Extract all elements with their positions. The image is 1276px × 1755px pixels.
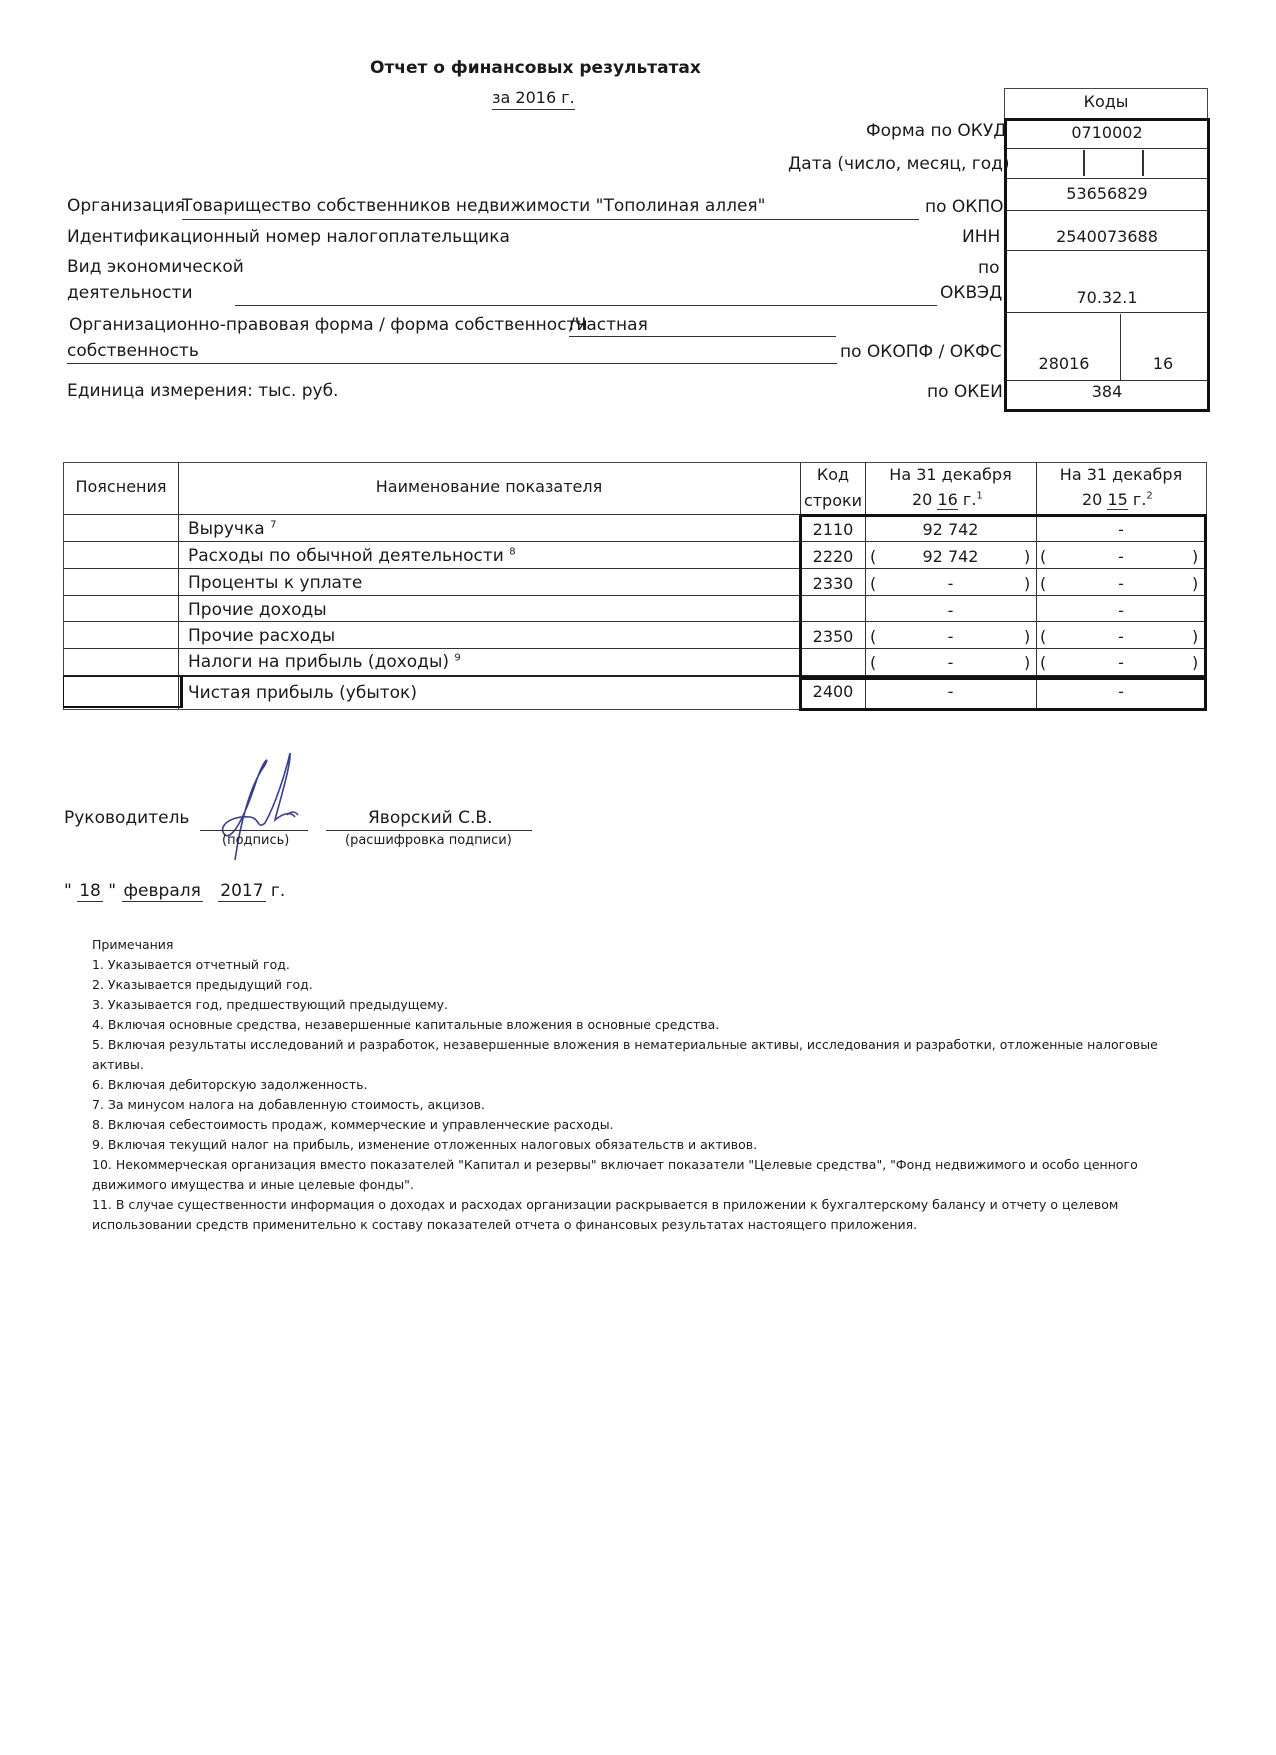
row-value-2015: - [1118, 653, 1124, 672]
paren-close: ) [1192, 574, 1199, 593]
ownership-form-value-2: собственность [67, 341, 199, 361]
okved-label-2: ОКВЭД [940, 283, 1003, 303]
col-2015-suffix: г. [1132, 490, 1147, 509]
report-period: за 2016 г. [492, 88, 575, 110]
note-item: 6. Включая дебиторскую задолженность. [92, 1077, 368, 1092]
row-footnote: 8 [509, 546, 516, 558]
row-code: 2350 [812, 627, 854, 646]
row-value-2015: - [1118, 520, 1124, 539]
activity-label-1: Вид экономической [67, 257, 244, 277]
paren-open: ( [1040, 627, 1047, 646]
paren-open: ( [870, 653, 877, 672]
date-day: 18 [79, 881, 101, 901]
row-value-2015: - [1118, 574, 1124, 593]
paren-open: ( [1040, 547, 1047, 566]
date-year-suffix: г. [270, 881, 286, 901]
col-2016-header-1: На 31 декабря [889, 465, 1012, 484]
col-code-header-1: Код [816, 465, 850, 484]
col-2015-header-1: На 31 декабря [1059, 465, 1183, 484]
col-2015-footnote: 2 [1146, 490, 1153, 502]
note-item: 3. Указывается год, предшествующий предыдущему. [92, 997, 449, 1012]
row-value-2016: - [947, 682, 954, 701]
okud-label: Форма по ОКУД [866, 121, 1007, 141]
col-2016-year: 16 [937, 490, 958, 509]
col-2016-header-2 [912, 490, 983, 509]
row-code: 2330 [812, 574, 854, 593]
table-row [188, 519, 276, 539]
paren-close: ) [1024, 547, 1031, 566]
col-2015-header-2 [1082, 490, 1153, 509]
paren-close: ) [1192, 547, 1199, 566]
role-label: Руководитель [64, 808, 190, 828]
paren-close: ) [1024, 574, 1031, 593]
row-code: 2400 [812, 682, 854, 701]
row-value-2016: - [947, 653, 954, 672]
row-name: Проценты к уплате [188, 573, 363, 593]
okfs-value: 16 [1152, 354, 1174, 373]
ownership-form-value-1: /Частная [569, 315, 648, 335]
ownership-form-label: Организационно-правовая форма / форма собственности [69, 315, 588, 335]
paren-open: ( [870, 627, 877, 646]
inn-label: Идентификационный номер налогоплательщика [67, 227, 510, 247]
okved-label-1: по [978, 258, 1000, 278]
col-2016-suffix: г. [962, 490, 977, 509]
row-value-2015: - [1118, 627, 1124, 646]
org-label: Организация [67, 196, 185, 216]
row-value-2016: 92 742 [922, 520, 979, 539]
okpo-label: по ОКПО [925, 197, 1004, 217]
activity-label-2: деятельности [67, 283, 193, 303]
note-item: 8. Включая себестоимость продаж, коммерческие и управленческие расходы. [92, 1117, 614, 1132]
okved-value: 70.32.1 [1076, 288, 1138, 307]
okpo-value: 53656829 [1066, 184, 1148, 203]
name-caption: (расшифровка подписи) [345, 833, 512, 848]
paren-close: ) [1192, 627, 1199, 646]
row-value-2016: - [947, 601, 954, 620]
col-2015-year: 15 [1107, 490, 1128, 509]
table-row [188, 600, 327, 620]
table-row [188, 683, 417, 703]
row-name: Налоги на прибыль (доходы) [188, 652, 449, 672]
paren-close: ) [1024, 653, 1031, 672]
unit-label: Единица измерения: тыс. руб. [67, 381, 339, 401]
col-2016-prefix: 20 [912, 490, 933, 509]
note-item: 4. Включая основные средства, незавершенные капитальные вложения в основные средства. [92, 1017, 720, 1032]
date-line [64, 881, 285, 901]
date-year: 2017 [220, 881, 264, 901]
note-item: 10. Некоммерческая организация вместо показателей "Капитал и резервы" включает показатели "Целевые средства", "Фонд недвижимого и особо ценного движимого имущества и иные целевые фонды". [92, 1157, 1138, 1192]
col-code-header-2: строки [803, 491, 863, 510]
okei-value: 384 [1091, 382, 1123, 401]
table-row [188, 573, 362, 593]
date-quote-open: " [64, 881, 72, 901]
note-item: 11. В случае существенности информация о доходах и расходах организации раскрывается в приложении к бухгалтерскому балансу и отчету о целевом использовании средств применительно к составу показателей отчета о финансовых результатах настоящего приложения. [92, 1197, 1119, 1232]
row-name: Расходы по обычной деятельности [188, 546, 504, 566]
date-month: февраля [123, 881, 201, 901]
inn-code-label: ИНН [962, 227, 1001, 247]
paren-open: ( [870, 547, 877, 566]
row-value-2016: - [947, 574, 954, 593]
paren-close: ) [1024, 627, 1031, 646]
row-footnote: 7 [270, 519, 277, 531]
table-row [188, 626, 335, 646]
row-value-2015: - [1118, 601, 1124, 620]
okopf-label: по ОКОПФ / ОКФС [840, 342, 1002, 362]
table-row [188, 546, 516, 566]
okei-label: по ОКЕИ [927, 382, 1003, 402]
notes-section [92, 935, 1172, 1235]
paren-open: ( [1040, 574, 1047, 593]
org-value: Товарищество собственников недвижимости "Тополиная аллея" [182, 196, 766, 216]
row-footnote: 9 [454, 652, 461, 664]
row-name: Выручка [188, 519, 265, 539]
row-value-2015: - [1118, 547, 1124, 566]
note-item: 9. Включая текущий налог на прибыль, изменение отложенных налоговых обязательств и активов. [92, 1137, 758, 1152]
date-label: Дата (число, месяц, год) [788, 154, 1010, 174]
row-value-2016: - [947, 627, 954, 646]
row-name: Прочие доходы [188, 600, 327, 620]
col-2016-footnote: 1 [976, 490, 983, 502]
row-name: Прочие расходы [188, 626, 336, 646]
note-item: 1. Указывается отчетный год. [92, 957, 290, 972]
inn-value: 2540073688 [1056, 227, 1158, 246]
date-quote-close: " [108, 881, 117, 901]
okopf-value: 28016 [1038, 354, 1090, 373]
col-name-header: Наименование показателя [375, 477, 603, 496]
okud-value: 0710002 [1071, 123, 1143, 142]
row-value-2016: 92 742 [922, 547, 979, 566]
sign-caption: (подпись) [222, 833, 290, 848]
col-notes-header: Пояснения [75, 477, 167, 496]
codes-header: Коды [1083, 92, 1129, 111]
note-item: 2. Указывается предыдущий год. [92, 977, 313, 992]
paren-close: ) [1192, 653, 1199, 672]
note-item: 7. За минусом налога на добавленную стоимость, акцизов. [92, 1097, 485, 1112]
col-2015-prefix: 20 [1082, 490, 1103, 509]
row-name: Чистая прибыль (убыток) [188, 683, 417, 703]
row-value-2015: - [1118, 682, 1124, 701]
notes-title: Примечания [92, 937, 174, 952]
row-code: 2220 [812, 547, 854, 566]
note-item: 5. Включая результаты исследований и разработок, незавершенные вложения в нематериальные активы, исследования и разработки, отложенные налоговые активы. [92, 1037, 1158, 1072]
table-row [188, 652, 461, 672]
row-code: 2110 [812, 520, 854, 539]
paren-open: ( [1040, 653, 1047, 672]
report-title: Отчет о финансовых результатах [370, 58, 701, 78]
signer-name: Яворский С.В. [368, 808, 493, 828]
paren-open: ( [870, 574, 877, 593]
